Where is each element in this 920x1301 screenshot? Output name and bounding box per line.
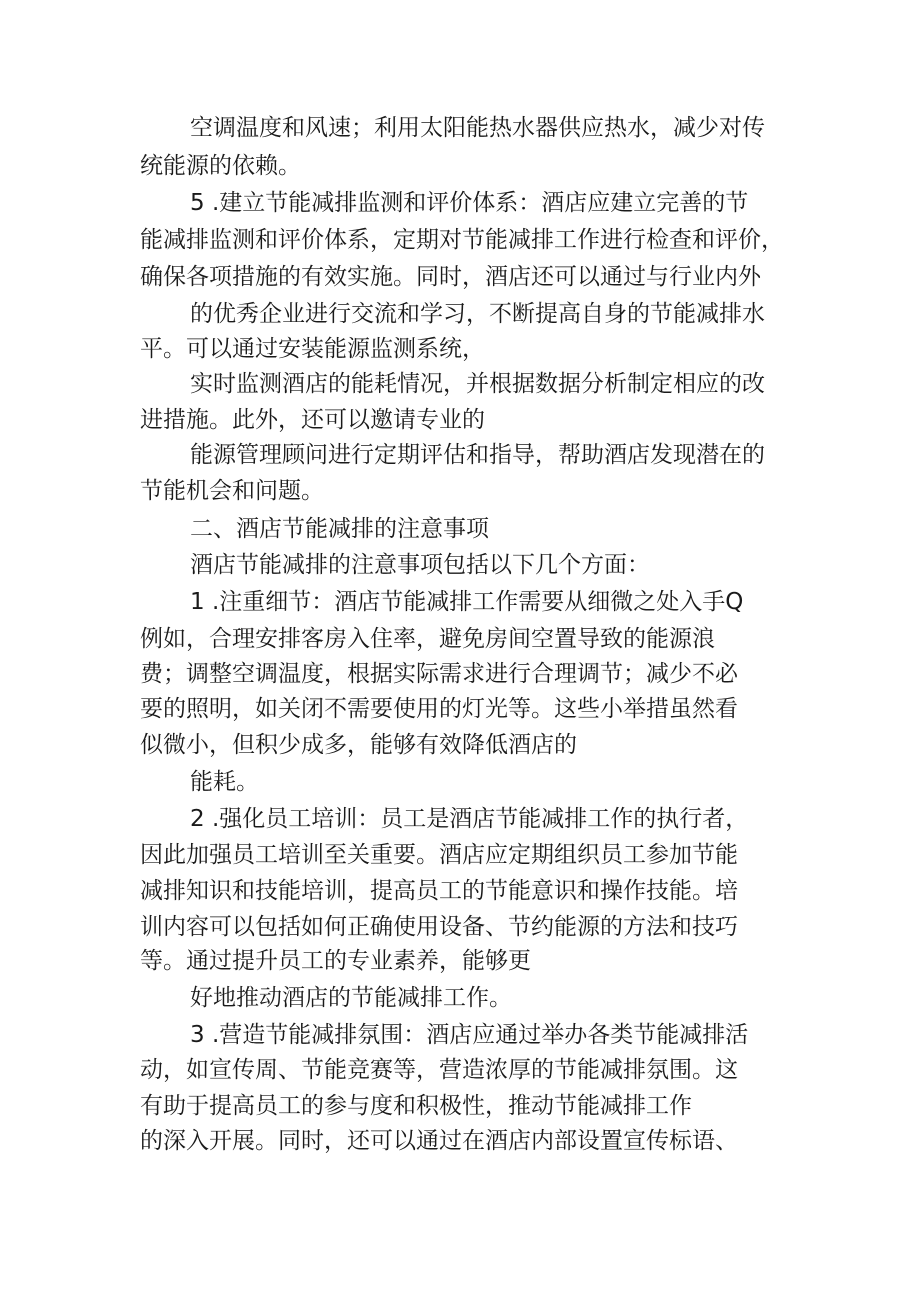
text-line: 统能源的依赖。 bbox=[140, 153, 301, 179]
text-line: 因此加强员工培训至关重要。酒店应定期组织员工参加节能 bbox=[140, 842, 738, 868]
text-line: 能减排监测和评价体系，定期对节能减排工作进行检查和评价， bbox=[140, 227, 784, 253]
text-line: 好地推动酒店的节能减排工作。 bbox=[190, 985, 512, 1011]
text-line: 要的照明，如关闭不需要使用的灯光等。这些小举措虽然看 bbox=[140, 696, 738, 722]
text-line: 费；调整空调温度，根据实际需求进行合理调节；减少不必 bbox=[140, 661, 738, 687]
text-line: 动，如宣传周、节能竞赛等，营造浓厚的节能减排氛围。这 bbox=[140, 1057, 738, 1083]
text-line: 5 .建立节能减排监测和评价体系：酒店应建立完善的节 bbox=[190, 190, 749, 216]
text-line: 节能机会和问题。 bbox=[140, 478, 324, 504]
text-line: 等。通过提升员工的专业素养，能够更 bbox=[140, 948, 531, 974]
text-line: 似微小，但积少成多，能够有效降低酒店的 bbox=[140, 732, 577, 758]
text-line: 减排知识和技能培训，提高员工的节能意识和操作技能。培 bbox=[140, 878, 738, 904]
text-line: 能耗。 bbox=[190, 769, 259, 795]
text-line: 能源管理顾问进行定期评估和指导，帮助酒店发现潜在的 bbox=[190, 442, 765, 468]
text-line: 实时监测酒店的能耗情况，并根据数据分析制定相应的改 bbox=[190, 371, 765, 397]
text-line: 进措施。此外，还可以邀请专业的 bbox=[140, 407, 485, 433]
text-line: 的深入开展。同时，还可以通过在酒店内部设置宣传标语、 bbox=[140, 1128, 738, 1154]
section-heading: 二、酒店节能减排的注意事项 bbox=[190, 516, 489, 542]
text-line: 2 .强化员工培训：员工是酒店节能减排工作的执行者， bbox=[190, 806, 749, 832]
text-line: 确保各项措施的有效实施。同时，酒店还可以通过与行业内外 bbox=[140, 264, 761, 290]
text-line: 3 .营造节能减排氛围：酒店应通过举办各类节能减排活 bbox=[190, 1022, 749, 1048]
text-line: 平。可以通过安装能源监测系统， bbox=[140, 336, 485, 362]
text-line: 1 .注重细节：酒店节能减排工作需要从细微之处入手Q bbox=[190, 589, 744, 615]
text-line: 的优秀企业进行交流和学习，不断提高自身的节能减排水 bbox=[190, 301, 765, 327]
text-line: 训内容可以包括如何正确使用设备、节约能源的方法和技巧 bbox=[140, 914, 738, 940]
text-line: 例如，合理安排客房入住率，避免房间空置导致的能源浪 bbox=[140, 626, 715, 652]
text-line: 酒店节能减排的注意事项包括以下几个方面： bbox=[190, 552, 650, 578]
text-line: 有助于提高员工的参与度和积极性，推动节能减排工作 bbox=[140, 1093, 692, 1119]
text-line: 空调温度和风速；利用太阳能热水器供应热水，减少对传 bbox=[190, 115, 765, 141]
